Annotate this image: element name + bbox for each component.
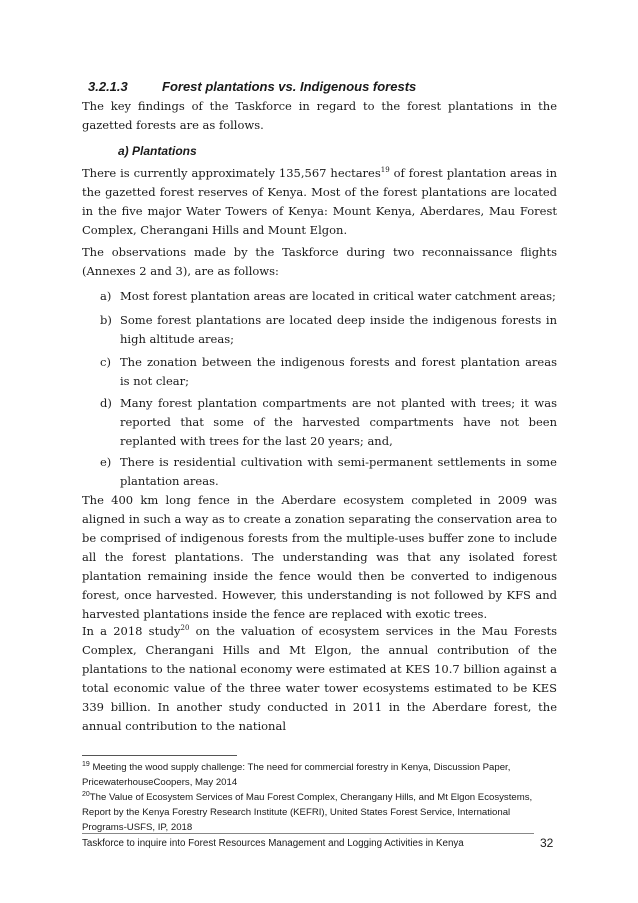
list-marker: b) <box>100 313 112 327</box>
list-item-text: Most forest plantation areas are located in critical water catchment areas; <box>120 289 556 303</box>
footnote-divider <box>82 755 237 756</box>
list-item-text: The zonation between the indigenous forests and forest plantation areas is not clear; <box>120 355 557 388</box>
p1-text-after: of forest plantation areas in the gazetted forest reserves of Kenya. Most of the forest plantations are located in the five major Water Towers of Kenya: Mount Kenya, Aberdares, Mau Forest Complex, Cherangani Hills and Mount Elgon. <box>82 166 558 237</box>
footer-text: Taskforce to inquire into Forest Resources Management and Logging Activities in Kenya <box>82 838 464 849</box>
p1-text-before: There is currently approximately 135,567 hectares <box>82 166 381 180</box>
valuation-study-paragraph <box>82 622 557 736</box>
plantation-area-paragraph <box>82 164 557 240</box>
footnote-ref-19: 19 <box>380 166 390 175</box>
list-marker: c) <box>100 355 111 369</box>
section-number: 3.2.1.3 <box>88 79 128 94</box>
aberdare-fence-paragraph: The 400 km long fence in the Aberdare ecosystem completed in 2009 was aligned in such a way as to create a zonation separating the conservation area to be comprised of indigenous forests from the multiple-uses buffer zone to include all the forest plantations. The understanding was that any isolated forest plantation remaining inside the fence would then be converted to indigenous forest, once harvested. However, this understanding is not followed by KFS and harvested plantations inside the fence are replaced with exotic trees. <box>82 493 557 621</box>
list-item-text: Some forest plantations are located deep inside the indigenous forests in high altitude areas; <box>120 313 557 346</box>
page-number: 32 <box>540 836 554 850</box>
p4-text-after: on the valuation of ecosystem services in the Mau Forests Complex, Cherangani Hills and Mt Elgon, the annual contribution of the plantations to the national economy were estimated at KES 10.7 billion against a total economic value of the three water tower ecosystems estimated to be KES 339 billion. In another study conducted in 2011 in the Aberdare forest, the annual contribution to the national <box>82 624 558 733</box>
footnotes <box>82 760 557 835</box>
plantations-subheading: a) Plantations <box>118 144 197 158</box>
list-item-text: There is residential cultivation with semi-permanent settlements in some plantation areas. <box>120 455 557 488</box>
footnote-20 <box>82 790 557 835</box>
list-marker: e) <box>100 455 112 469</box>
footnote-text: The Value of Ecosystem Services of Mau Forest Complex, Cherangany Hills, and Mt Elgon Ecosystems, Report by the Kenya Forestry Research Institute (KEFRI), United States Forest Service, International Programs-USFS, IP, 2018 <box>82 792 533 833</box>
section-title: Forest plantations vs. Indigenous forests <box>162 79 417 94</box>
observations-intro-paragraph: The observations made by the Taskforce during two reconnaissance flights (Annexes 2 and 3), are as follows: <box>82 245 557 278</box>
footnote-number: 19 <box>82 760 90 768</box>
footnote-number: 20 <box>82 790 90 798</box>
p4-text-before: In a 2018 study <box>82 624 181 638</box>
footnote-19 <box>82 760 557 790</box>
list-marker: a) <box>100 289 112 303</box>
intro-paragraph: The key findings of the Taskforce in regard to the forest plantations in the gazetted forests are as follows. <box>82 99 557 132</box>
footnote-ref-20: 20 <box>180 624 190 633</box>
section-heading <box>88 79 558 94</box>
list-marker: d) <box>100 396 112 410</box>
list-item-text: Many forest plantation compartments are not planted with trees; it was reported that some of the harvested compartments have not been replanted with trees for the last 20 years; and, <box>120 396 557 448</box>
footnote-text: Meeting the wood supply challenge: The need for commercial forestry in Kenya, Discussion Paper, PricewaterhouseCoopers, May 2014 <box>82 762 511 788</box>
footer-divider <box>82 833 534 834</box>
